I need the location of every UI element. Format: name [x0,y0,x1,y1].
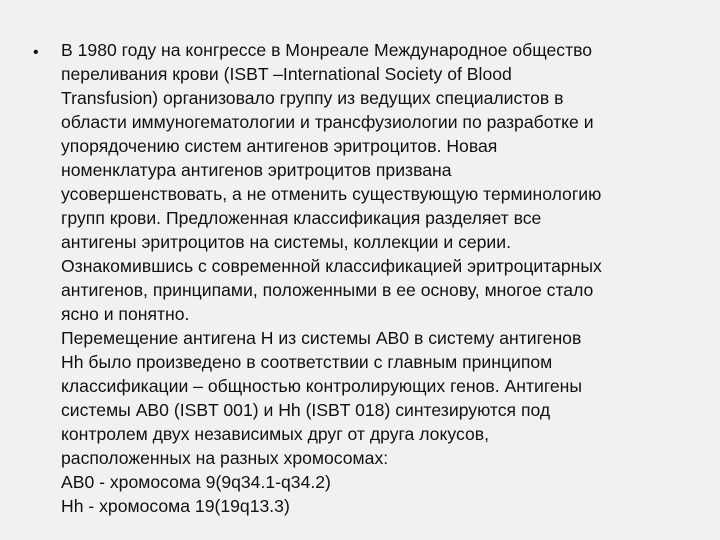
text-line: системы АВ0 (ISBT 001) и Hh (ISBT 018) синтезируются под [61,400,551,420]
text-line: усовершенствовать, а не отменить существующую терминологию [61,184,602,204]
text-line: Ознакомившись с современной классификацией эритроцитарных [61,256,602,276]
text-line: расположенных на разных хромосомах: [61,448,389,468]
text-line: упорядочению систем антигенов эритроцитов. Новая [61,136,498,156]
text-line: ясно и понятно. [61,304,190,324]
text-line: В 1980 году на конгрессе в Монреале Международное общество [61,40,593,60]
text-line: Hh - хромосома 19(19q13.3) [61,496,290,516]
text-line: антигены эритроцитов на системы, коллекции и серии. [61,232,511,252]
text-line: переливания крови (ISBT –International Society of Blood [61,64,512,84]
text-line: Transfusion) организовало группу из ведущих специалистов в [61,88,564,108]
text-line: Hh было произведено в соответствии с главным принципом [61,352,553,372]
text-line: классификации – общностью контролирующих генов. Антигены [61,376,583,396]
text-line: групп крови. Предложенная классификация разделяет все [61,208,542,228]
text-line: номенклатура антигенов эритроцитов призвана [61,160,452,180]
text-line: Перемещение антигена Н из системы АВ0 в систему антигенов [61,328,582,348]
text-line: контролем двух независимых друг от друга локусов, [61,424,489,444]
text-line: антигенов, принципами, положенными в ее основу, многое стало [61,280,594,300]
text-line: АВ0 - хромосома 9(9q34.1-q34.2) [61,472,331,492]
text-line: области иммуногематологии и трансфузиологии по разработке и [61,112,594,132]
bullet-marker: • [33,44,39,61]
bullet-paragraph [61,38,716,518]
